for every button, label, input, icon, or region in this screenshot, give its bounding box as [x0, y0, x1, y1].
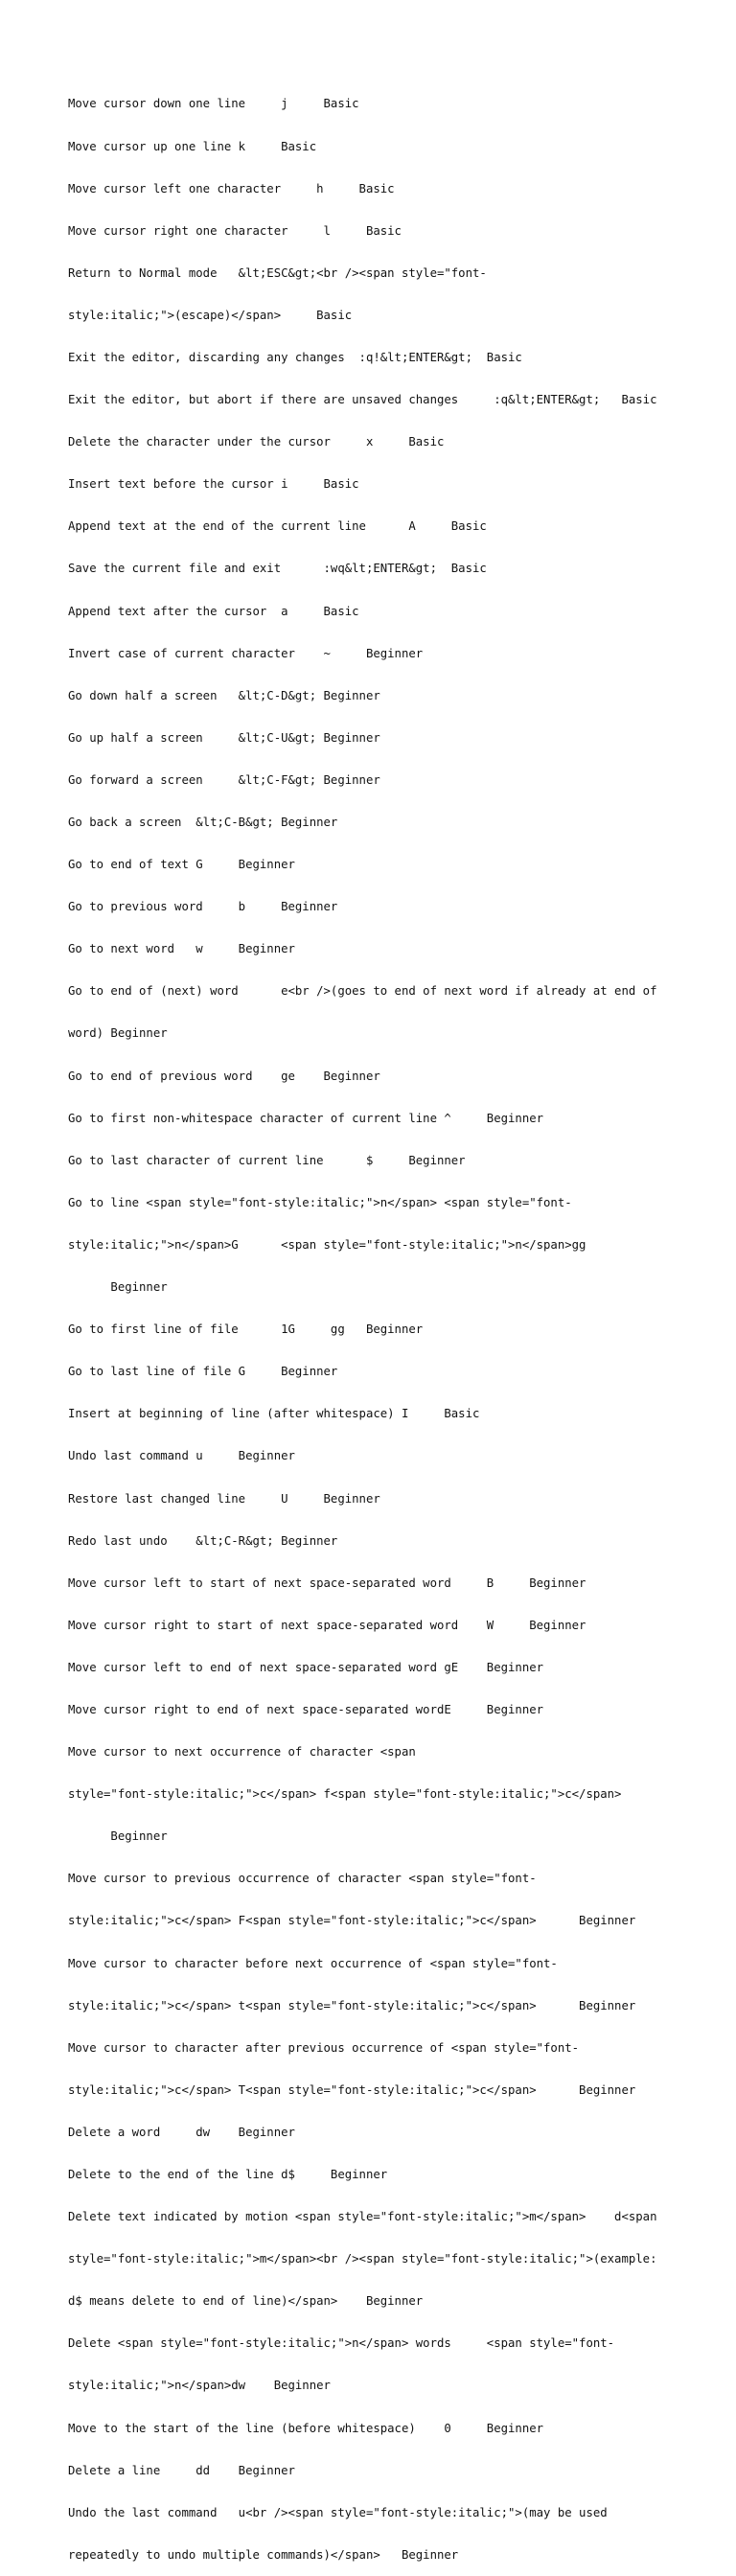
text-line: Go back a screen &lt;C-B&gt; Beginner — [68, 816, 338, 829]
text-line: Go to first line of file 1G gg Beginner — [68, 1322, 424, 1337]
text-line: Move cursor to next occurrence of character <span — [68, 1745, 416, 1760]
text-line: Insert at beginning of line (after whitespace) I Basic — [68, 1407, 480, 1421]
text-line: Move cursor right one character l Basic — [68, 223, 402, 238]
text-line: Delete text indicated by motion <span style="font-style:italic;">m</span> d<span — [68, 2210, 657, 2224]
text-line: style="font-style:italic;">c</span> f<span style="font-style:italic;">c</span> — [68, 1787, 622, 1802]
text-line: Move cursor down one line j Basic — [68, 97, 359, 111]
text-line: word) Beginner — [68, 1026, 168, 1041]
text-line: Go to end of (next) word e<br />(goes to end of next word if already at end of — [68, 984, 657, 999]
text-line: Exit the editor, discarding any changes :q!&lt;ENTER&gt; Basic — [68, 350, 522, 364]
text-line: Move cursor left to end of next space-separated word gE Beginner — [68, 1660, 544, 1674]
text-line: Append text at the end of the current line A Basic — [68, 519, 487, 534]
text-line: Exit the editor, but abort if there are unsaved changes :q&lt;ENTER&gt; Basic — [68, 393, 657, 407]
document-body — [68, 69, 681, 2576]
text-line: Move cursor to character before next occurrence of <span style="font- — [68, 1956, 558, 1970]
text-line: Delete to the end of the line d$ Beginner — [68, 2168, 388, 2181]
text-line: style:italic;">(escape)</span> Basic — [68, 308, 353, 322]
text-line: Go to line <span style="font-style:italic;">n</span> <span style="font- — [68, 1195, 572, 1209]
text-line: Go to next word w Beginner — [68, 942, 295, 956]
text-line: Delete a word dw Beginner — [68, 2125, 295, 2139]
text-line: Beginner — [68, 1280, 168, 1295]
text-line: Restore last changed line U Beginner — [68, 1491, 380, 1506]
text-line: Save the current file and exit :wq&lt;ENTER&gt; Basic — [68, 562, 487, 576]
text-line: Move to the start of the line (before whitespace) 0 Beginner — [68, 2421, 544, 2435]
text-line: Go to end of text G Beginner — [68, 858, 295, 872]
text-line: Move cursor up one line k Basic — [68, 139, 317, 153]
text-line: Go to end of previous word ge Beginner — [68, 1069, 380, 1083]
text-line: Go forward a screen &lt;C-F&gt; Beginner — [68, 772, 380, 787]
text-line: Delete <span style="font-style:italic;">n</span> words <span style="font- — [68, 2336, 615, 2351]
text-line: Move cursor to character after previous occurrence of <span style="font- — [68, 2040, 580, 2055]
text-line: Return to Normal mode &lt;ESC&gt;<br /><span style="font- — [68, 265, 487, 280]
text-line: Append text after the cursor a Basic — [68, 604, 359, 618]
text-line: Go to first non-whitespace character of current line ^ Beginner — [68, 1111, 544, 1125]
text-line: Move cursor right to start of next space-separated word W Beginner — [68, 1618, 586, 1632]
text-line: Go to last character of current line $ Beginner — [68, 1153, 466, 1167]
text-line: Move cursor right to end of next space-separated wordE Beginner — [68, 1702, 544, 1716]
text-line: Insert text before the cursor i Basic — [68, 477, 359, 492]
text-line: style:italic;">c</span> F<span style="font-style:italic;">c</span> Beginner — [68, 1914, 636, 1928]
text-line: Delete the character under the cursor x Basic — [68, 435, 445, 449]
text-line: Delete a line dd Beginner — [68, 2463, 295, 2477]
text-line: Undo the last command u<br /><span style="font-style:italic;">(may be used — [68, 2505, 608, 2519]
text-line: style="font-style:italic;">m</span><br /><span style="font-style:italic;">(example: — [68, 2252, 657, 2266]
text-line: Beginner — [68, 1829, 168, 1844]
text-line: style:italic;">n</span>dw Beginner — [68, 2379, 331, 2393]
text-line: style:italic;">c</span> T<span style="font-style:italic;">c</span> Beginner — [68, 2082, 636, 2097]
text-line: Move cursor left to start of next space-separated word B Beginner — [68, 1576, 586, 1590]
text-line: style:italic;">c</span> t<span style="font-style:italic;">c</span> Beginner — [68, 1998, 636, 2012]
text-line: Go down half a screen &lt;C-D&gt; Beginner — [68, 688, 380, 702]
text-line: Invert case of current character ~ Beginner — [68, 646, 424, 660]
text-line: Move cursor left one character h Basic — [68, 181, 395, 196]
text-line: Go up half a screen &lt;C-U&gt; Beginner — [68, 730, 380, 745]
text-line: Go to previous word b Beginner — [68, 900, 338, 914]
text-line: d$ means delete to end of line)</span> Beginner — [68, 2294, 424, 2309]
text-line: Undo last command u Beginner — [68, 1449, 295, 1463]
text-line: style:italic;">n</span>G <span style="font-style:italic;">n</span>gg — [68, 1237, 586, 1252]
text-line: Redo last undo &lt;C-R&gt; Beginner — [68, 1533, 338, 1548]
text-line: repeatedly to undo multiple commands)</span> Beginner — [68, 2547, 459, 2562]
text-line: Move cursor to previous occurrence of character <span style="font- — [68, 1872, 537, 1886]
text-line: Go to last line of file G Beginner — [68, 1365, 338, 1379]
